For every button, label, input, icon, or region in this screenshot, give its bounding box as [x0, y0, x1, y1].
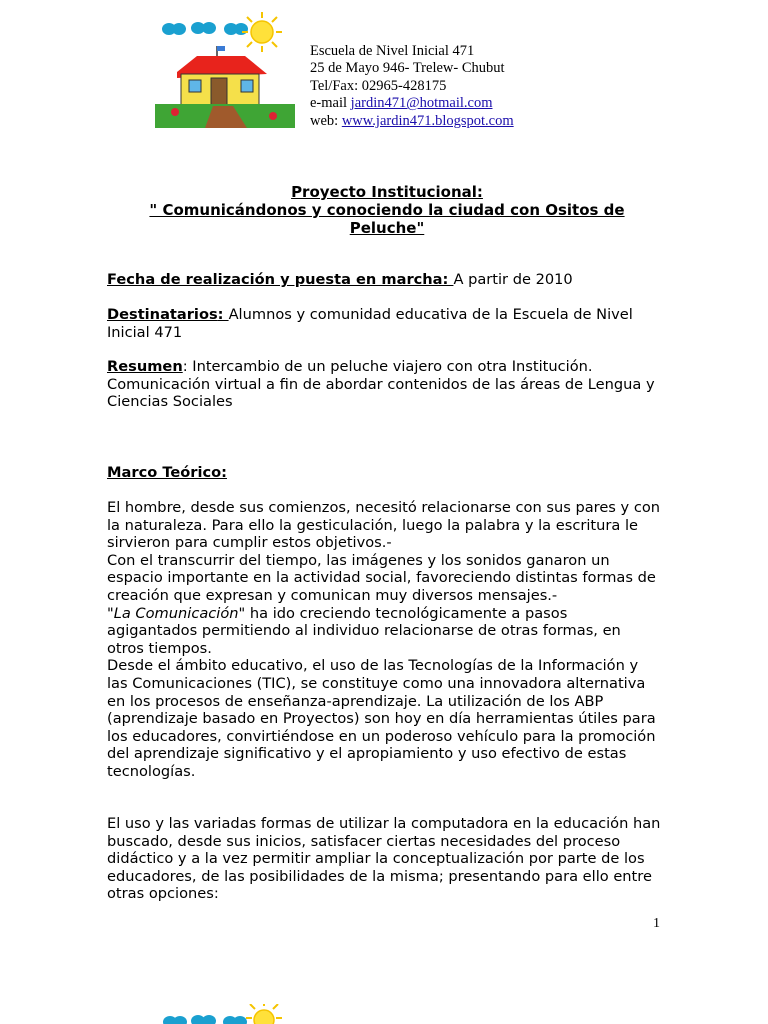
- next-page-logo-illustration: [160, 1004, 290, 1024]
- marco-italic-term: "La Comunicación": [107, 604, 246, 622]
- resumen-section: [107, 358, 662, 411]
- title-line-3: Peluche": [349, 219, 425, 237]
- title-line-2: " Comunicándonos y conociendo la ciudad con Ositos de: [149, 201, 625, 219]
- web-link[interactable]: www.jardin471.blogspot.com: [341, 112, 514, 129]
- destinatarios-value: Alumnos y comunidad educativa de la Escuela de Nivel Inicial 471: [107, 306, 633, 341]
- marco-body: [107, 499, 662, 781]
- destinatarios-label: Destinatarios: [107, 306, 218, 323]
- destinatarios-section: [107, 306, 662, 341]
- school-phone: Tel/Fax: 02965-428175: [310, 77, 447, 94]
- resumen-label: Resumen: [107, 358, 183, 375]
- letterhead: [310, 43, 514, 130]
- marco-paragraph-5: El uso y las variadas formas de utilizar la computadora en la educación han buscado, desde sus inicios, satisfacer ciertas necesidades del proceso didáctico y a la vez permitir ampliar la conceptualización por parte de los educadores, de las posibilidades de la misma; presentando para ello entre otras opciones:: [107, 815, 661, 903]
- school-name: Escuela de Nivel Inicial 471: [310, 43, 475, 59]
- page-number: 1: [653, 916, 660, 931]
- fecha-section: [107, 271, 662, 289]
- destinatarios-sep: :: [217, 306, 229, 323]
- email-label: e-mail: [310, 95, 351, 112]
- fecha-label: Fecha de realización y puesta en marcha:: [107, 271, 454, 288]
- web-line: [310, 113, 514, 130]
- email-link[interactable]: jardin471@hotmail.com: [350, 95, 493, 112]
- email-line: [310, 95, 514, 112]
- marco-heading-wrap: [107, 464, 662, 482]
- marco-body-2: [107, 815, 662, 903]
- marco-paragraph-3-rest: ha ido creciendo tecnológicamente a pasos agigantados permitiendo al individuo relacionarse de otras formas, en otros tiempos.: [107, 604, 621, 657]
- marco-paragraph-1: El hombre, desde sus comienzos, necesitó relacionarse con sus pares y con la naturaleza. Para ello la gesticulación, luego la palabra y la escritura le sirvieron para cumplir estos objetivos.-: [107, 499, 661, 552]
- fecha-value: A partir de 2010: [453, 271, 573, 288]
- marco-heading: Marco Teórico:: [107, 464, 227, 481]
- title-line-1: Proyecto Institucional:: [291, 183, 483, 201]
- marco-paragraph-4: Desde el ámbito educativo, el uso de las Tecnologías de la Información y las Comunicaciones (TIC), se constituye como una innovadora alternativa en los procesos de enseñanza-aprendizaje. La utilización de los ABP (aprendizaje basado en Proyectos) son hoy en día herramientas útiles para los educadores, convirtiéndose en un poderoso vehículo para la promoción del aprendizaje significativo y el apropiamiento y uso efectivo de estas tecnologías.: [107, 657, 656, 780]
- marco-paragraph-2: Con el transcurrir del tiempo, las imágenes y los sonidos ganaron un espacio importante en la actividad social, favoreciendo distintas formas de creación que expresan y comunican muy diversos mensajes.-: [107, 551, 656, 604]
- school-address: 25 de Mayo 946- Trelew- Chubut: [310, 60, 505, 77]
- project-title: [107, 183, 667, 237]
- school-logo-illustration: [155, 12, 295, 128]
- web-label: web:: [310, 112, 342, 129]
- resumen-value: : Intercambio de un peluche viajero con otra Institución. Comunicación virtual a fin de abordar contenidos de las áreas de Lengua y Ciencias Sociales: [107, 358, 655, 411]
- marco-paragraph-3: [107, 605, 662, 658]
